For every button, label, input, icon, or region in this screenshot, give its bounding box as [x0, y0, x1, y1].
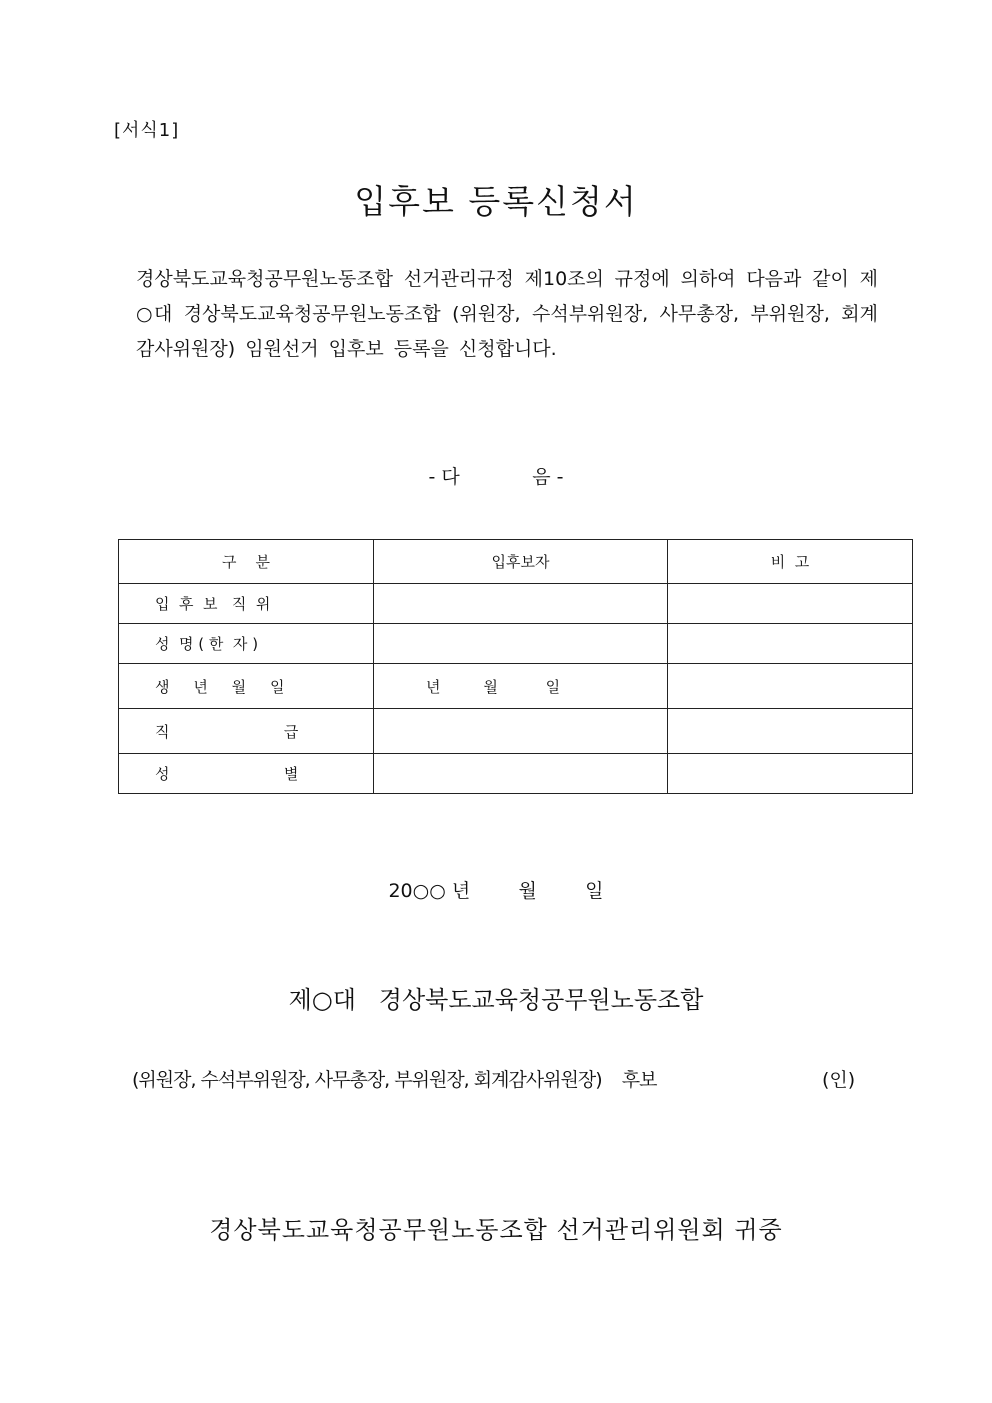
header-candidate: 입후보자	[374, 540, 668, 584]
cell-grade-note[interactable]	[668, 709, 913, 754]
cell-birthdate-value[interactable]: 년 월 일	[374, 664, 668, 709]
row-label-position: 입 후 보 직 위	[119, 584, 374, 624]
header-remarks: 비 고	[668, 540, 913, 584]
header-category: 구 분	[119, 540, 374, 584]
date-line: 20○○ 년 월 일	[388, 880, 604, 902]
candidate-line: (위원장, 수석부위원장, 사무총장, 부위원장, 회계감사위원장) 후보	[132, 1069, 657, 1091]
seal-label: (인)	[822, 1069, 856, 1091]
intro-paragraph: 경상북도교육청공무원노동조합 선거관리규정 제10조의 규정에 의하여 다음과 같이 제○대 경상북도교육청공무원노동조합 (위원장, 수석부위원장, 사무총장, 부위원장, 회계감사위원장) 임원선거 입후보 등록을 신청합니다.	[136, 268, 878, 360]
section-heading: - 다 음 -	[428, 466, 564, 488]
candidate-info-table	[118, 539, 913, 794]
row-label-birthdate: 생 년 월 일	[119, 664, 374, 709]
cell-name-value[interactable]	[374, 624, 668, 664]
organization-line: 제○대 경상북도교육청공무원노동조합	[288, 986, 704, 1014]
document-title: 입후보 등록신청서	[354, 182, 638, 221]
table-header-row	[119, 540, 913, 584]
table-row-grade	[119, 709, 913, 754]
table-row-name	[119, 624, 913, 664]
cell-gender-note[interactable]	[668, 754, 913, 794]
cell-birthdate-note[interactable]	[668, 664, 913, 709]
row-label-grade: 직 급	[119, 709, 374, 754]
row-label-gender: 성 별	[119, 754, 374, 794]
table-row-position	[119, 584, 913, 624]
table-row-gender	[119, 754, 913, 794]
form-label: [서식1]	[114, 120, 180, 141]
cell-name-note[interactable]	[668, 624, 913, 664]
addressee: 경상북도교육청공무원노동조합 선거관리위원회 귀중	[209, 1216, 783, 1244]
cell-position-note[interactable]	[668, 584, 913, 624]
cell-gender-value[interactable]	[374, 754, 668, 794]
row-label-name: 성 명 ( 한 자 )	[119, 624, 374, 664]
cell-grade-value[interactable]	[374, 709, 668, 754]
cell-position-value[interactable]	[374, 584, 668, 624]
table-row-birthdate	[119, 664, 913, 709]
